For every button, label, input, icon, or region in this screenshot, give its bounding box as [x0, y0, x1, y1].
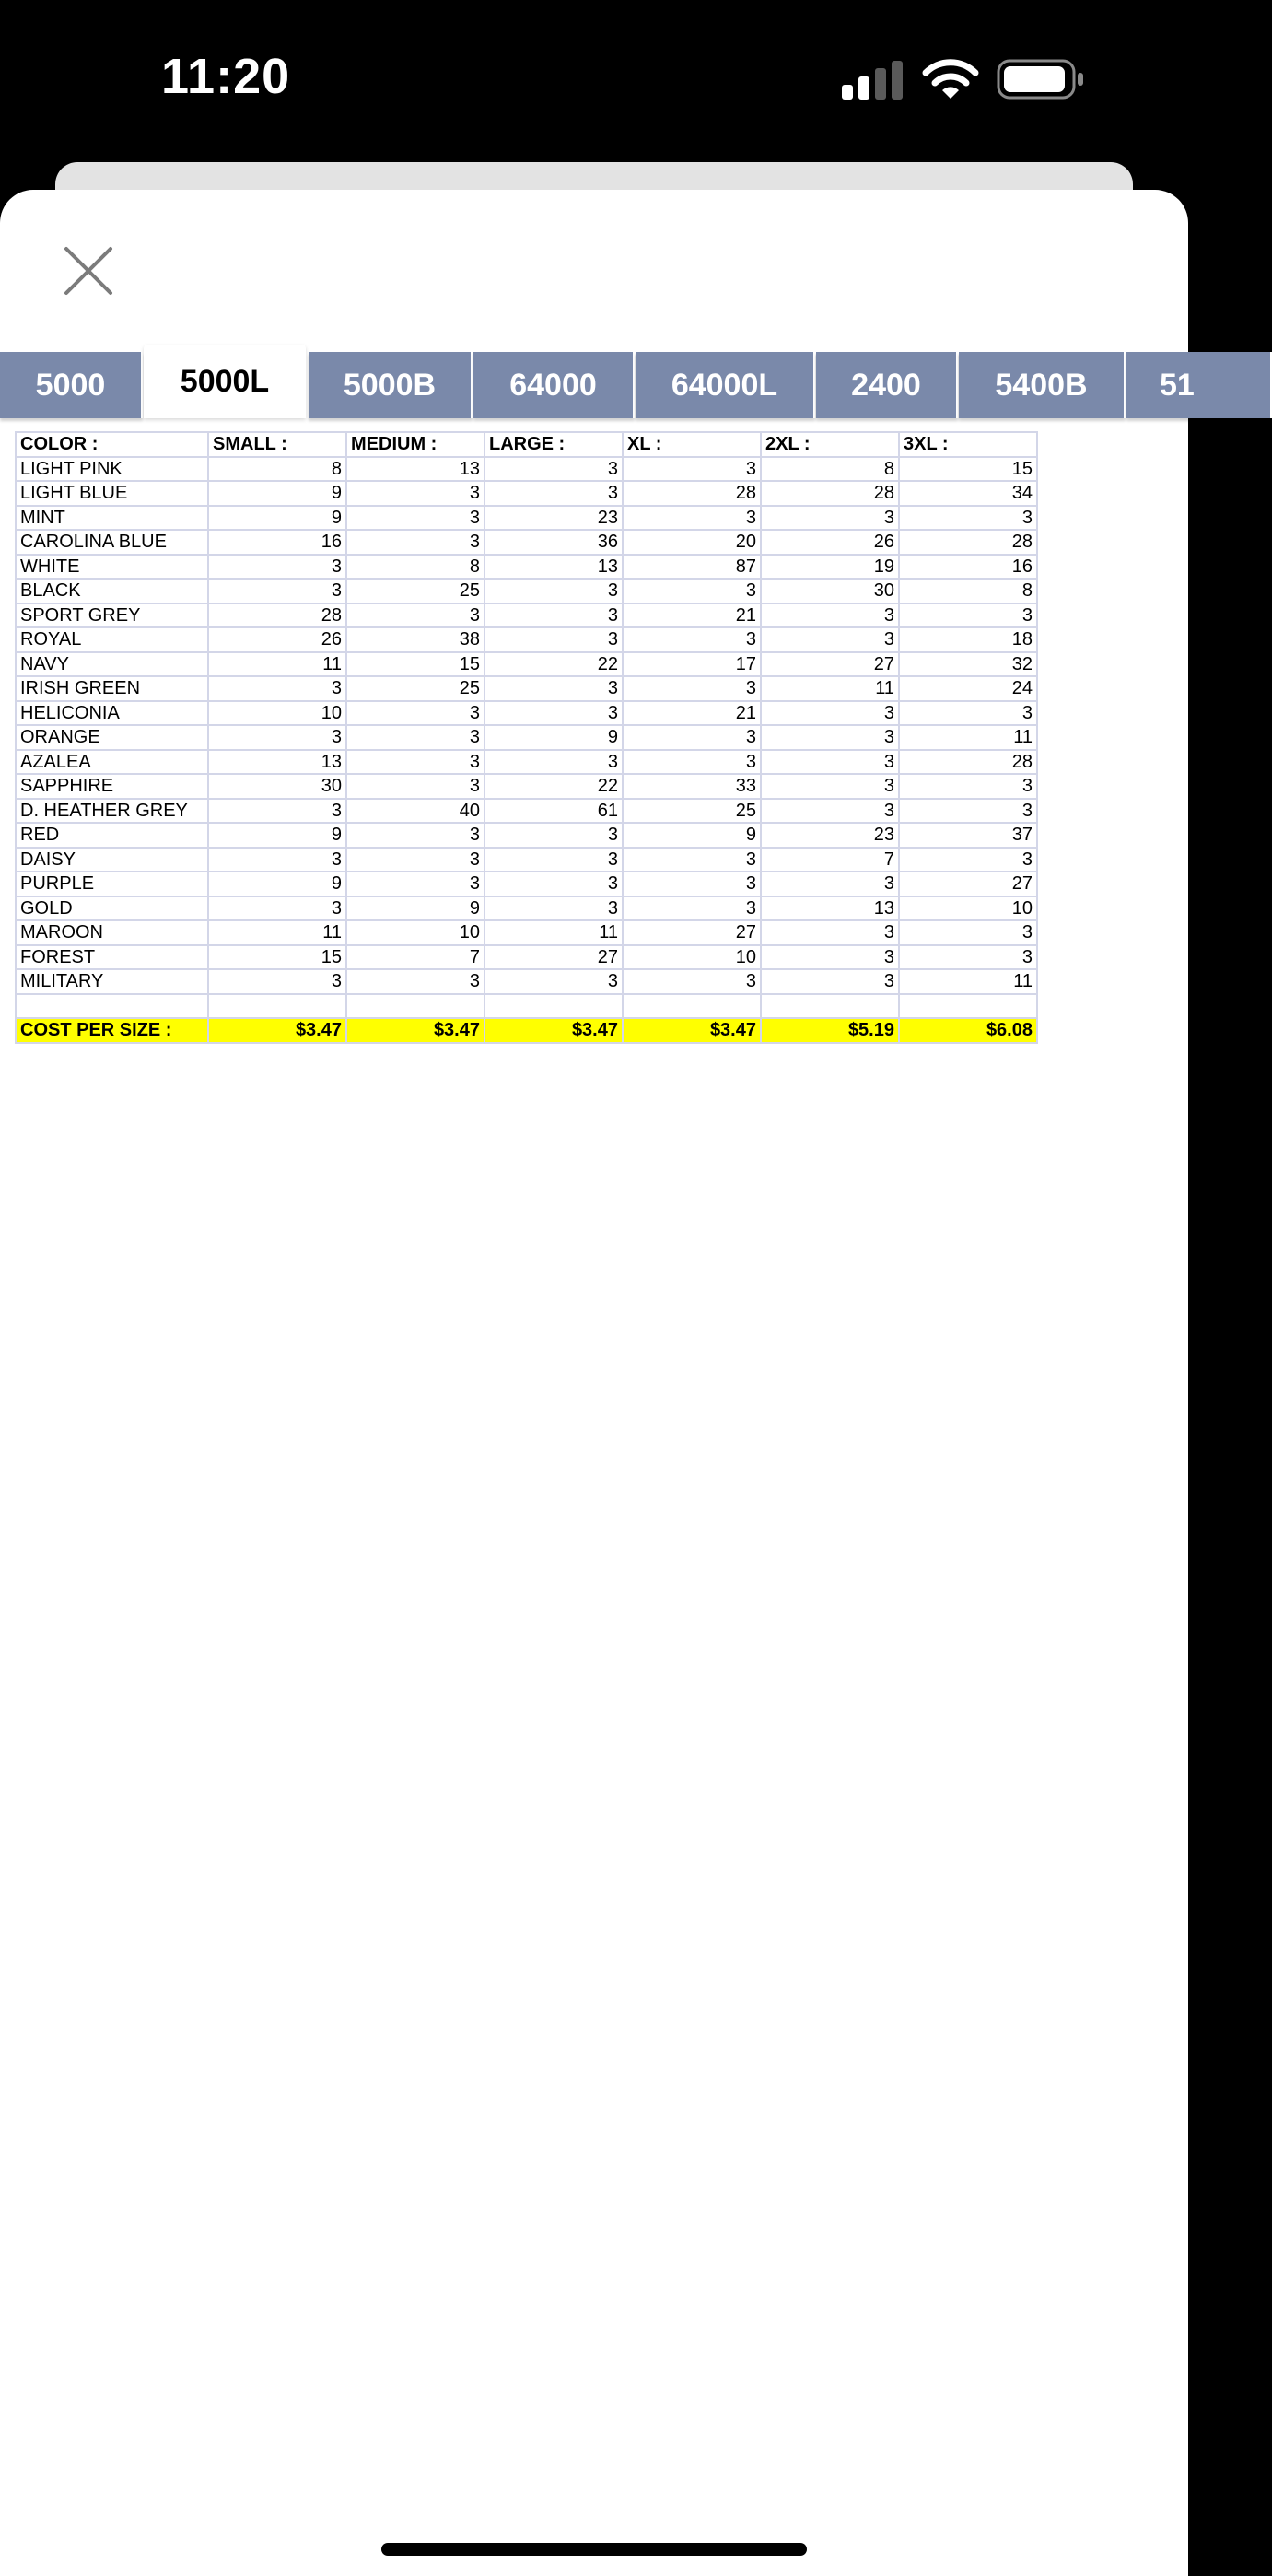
row-label-cell: FOREST [16, 945, 208, 970]
table-cell: 19 [761, 555, 899, 580]
table-cell: 3 [484, 750, 623, 775]
sheet-tabs [0, 345, 1195, 418]
table-cell: 10 [623, 945, 761, 970]
table-cell: 3 [346, 750, 484, 775]
table-cell: 3 [761, 872, 899, 896]
table-cell: 10 [208, 701, 346, 726]
table-cell: 8 [899, 579, 1037, 603]
tab-64000[interactable]: 64000 [473, 352, 635, 418]
table-cell: 16 [208, 530, 346, 555]
table-cell: 38 [346, 627, 484, 652]
table-cell: 21 [623, 701, 761, 726]
table-cell: 3 [346, 725, 484, 750]
table-cell [484, 994, 623, 1019]
row-label-cell: RED [16, 823, 208, 848]
table-row [16, 896, 1037, 921]
table-cell: 21 [623, 603, 761, 628]
table-cell: 23 [761, 823, 899, 848]
table-cell: 13 [346, 457, 484, 482]
table-cell: 28 [623, 481, 761, 506]
table-row [16, 457, 1037, 482]
table-cell: 61 [484, 799, 623, 824]
table-cell: 3 [208, 676, 346, 701]
table-cell: 3 [346, 506, 484, 531]
row-label-cell: MILITARY [16, 969, 208, 994]
table-cell: 3XL : [899, 432, 1037, 457]
table-cell: 10 [346, 920, 484, 945]
row-label-cell: D. HEATHER GREY [16, 799, 208, 824]
table-cell: 28 [761, 481, 899, 506]
table-cell: 3 [346, 872, 484, 896]
table-cell: 8 [208, 457, 346, 482]
table-cell: 3 [484, 969, 623, 994]
row-label-cell: WHITE [16, 555, 208, 580]
table-row [16, 799, 1037, 824]
table-cell: 3 [484, 603, 623, 628]
table-row [16, 750, 1037, 775]
table-cell: 15 [208, 945, 346, 970]
table-cell: 3 [761, 506, 899, 531]
table-cell: 36 [484, 530, 623, 555]
row-label-cell: SPORT GREY [16, 603, 208, 628]
home-indicator[interactable] [381, 2543, 807, 2556]
table-cell: 3 [761, 920, 899, 945]
row-label-cell: COST PER SIZE : [16, 1018, 208, 1043]
table-cell: 8 [761, 457, 899, 482]
row-label-cell: CAROLINA BLUE [16, 530, 208, 555]
table-cell: XL : [623, 432, 761, 457]
table-cell: 3 [623, 969, 761, 994]
table-cell: 9 [623, 823, 761, 848]
table-cell: 25 [346, 579, 484, 603]
table-cell: 28 [899, 530, 1037, 555]
table-cell: 3 [484, 676, 623, 701]
table-cell: 3 [346, 530, 484, 555]
table-row [16, 872, 1037, 896]
table-cell: 3 [346, 774, 484, 799]
table-cell: $5.19 [761, 1018, 899, 1043]
table-cell: 27 [899, 872, 1037, 896]
table-cell: 3 [761, 603, 899, 628]
table-cell: 18 [899, 627, 1037, 652]
row-label-cell [16, 994, 208, 1019]
table-row [16, 506, 1037, 531]
table-cell: 3 [761, 969, 899, 994]
row-label-cell: PURPLE [16, 872, 208, 896]
row-label-cell: AZALEA [16, 750, 208, 775]
table-row [16, 920, 1037, 945]
table-cell: $3.47 [623, 1018, 761, 1043]
table-cell: 7 [346, 945, 484, 970]
table-cell: 3 [623, 848, 761, 872]
table-cell: 20 [623, 530, 761, 555]
table-cell: $6.08 [899, 1018, 1037, 1043]
tab-5400b[interactable]: 5400B [959, 352, 1126, 418]
table-cell: 13 [208, 750, 346, 775]
row-label-cell: SAPPHIRE [16, 774, 208, 799]
table-cell: 22 [484, 774, 623, 799]
table-row [16, 823, 1037, 848]
table-cell: 3 [208, 969, 346, 994]
table-cell: 13 [484, 555, 623, 580]
table-cell: 32 [899, 652, 1037, 677]
row-label-cell: DAISY [16, 848, 208, 872]
table-cell: 9 [346, 896, 484, 921]
table-cell: 2XL : [761, 432, 899, 457]
table-cell: 3 [208, 848, 346, 872]
table-cell: 17 [623, 652, 761, 677]
table-cell: 3 [346, 823, 484, 848]
table-cell: 3 [623, 506, 761, 531]
table-cell: 13 [761, 896, 899, 921]
table-cell [346, 994, 484, 1019]
table-cell: 3 [761, 799, 899, 824]
table-cell: 15 [346, 652, 484, 677]
table-cell: 3 [623, 627, 761, 652]
status-bar [0, 0, 1188, 166]
table-cell: 3 [484, 701, 623, 726]
table-cell: 9 [208, 823, 346, 848]
table-cell: MEDIUM : [346, 432, 484, 457]
table-cell: 3 [761, 701, 899, 726]
table-cell: 11 [208, 652, 346, 677]
table-cell [623, 994, 761, 1019]
table-cell: LARGE : [484, 432, 623, 457]
table-cell: 3 [623, 457, 761, 482]
table-cell: 3 [484, 481, 623, 506]
table-cell: 9 [208, 481, 346, 506]
row-label-cell: MINT [16, 506, 208, 531]
table-header-row [16, 432, 1037, 457]
table-cell: 3 [208, 555, 346, 580]
close-icon[interactable] [61, 243, 116, 299]
table-cell: 8 [346, 555, 484, 580]
table-empty-row [16, 994, 1037, 1019]
row-label-cell: BLACK [16, 579, 208, 603]
table-row [16, 530, 1037, 555]
table-cell: 3 [346, 701, 484, 726]
table-cell: $3.47 [346, 1018, 484, 1043]
table-cell: 11 [899, 969, 1037, 994]
table-cell: 3 [484, 823, 623, 848]
table-cell: 9 [484, 725, 623, 750]
tab-64000l[interactable]: 64000L [636, 352, 815, 418]
table-cell: 3 [623, 896, 761, 921]
wifi-icon [922, 58, 979, 100]
table-cell: 3 [208, 896, 346, 921]
table-cell: 24 [899, 676, 1037, 701]
table-cell: 3 [484, 457, 623, 482]
table-row [16, 481, 1037, 506]
tab-5000b[interactable]: 5000B [309, 352, 473, 418]
table-cell: SMALL : [208, 432, 346, 457]
table-cell: 40 [346, 799, 484, 824]
table-cell: 7 [761, 848, 899, 872]
table-cell: 34 [899, 481, 1037, 506]
table-cell: 10 [899, 896, 1037, 921]
table-cell: 28 [899, 750, 1037, 775]
row-label-cell: LIGHT PINK [16, 457, 208, 482]
table-cell: 3 [899, 945, 1037, 970]
table-cell: 27 [761, 652, 899, 677]
table-cell: 3 [484, 579, 623, 603]
battery-icon [997, 58, 1085, 100]
table-cell: 3 [346, 848, 484, 872]
row-label-cell: ORANGE [16, 725, 208, 750]
table-cell: 3 [208, 725, 346, 750]
table-cell [208, 994, 346, 1019]
table-cell: 3 [899, 701, 1037, 726]
table-cell: 23 [484, 506, 623, 531]
table-cell: 3 [899, 848, 1037, 872]
table-cell: 22 [484, 652, 623, 677]
table-cell [899, 994, 1037, 1019]
table-cell: $3.47 [484, 1018, 623, 1043]
table-cell: 11 [208, 920, 346, 945]
table-cell: $3.47 [208, 1018, 346, 1043]
table-cell: 16 [899, 555, 1037, 580]
table-cell: 3 [899, 506, 1037, 531]
table-cell: 28 [208, 603, 346, 628]
table-cell: 15 [899, 457, 1037, 482]
table-row [16, 627, 1037, 652]
table-cell: 3 [899, 603, 1037, 628]
table-row [16, 579, 1037, 603]
table-cell: 3 [761, 725, 899, 750]
table-cell: 3 [346, 969, 484, 994]
table-row [16, 848, 1037, 872]
table-cell: 3 [484, 872, 623, 896]
table-cell [761, 994, 899, 1019]
table-cell: 3 [484, 627, 623, 652]
table-row [16, 725, 1037, 750]
row-label-cell: MAROON [16, 920, 208, 945]
table-cell: 9 [208, 506, 346, 531]
tab-5000[interactable]: 5000 [0, 352, 143, 418]
table-row [16, 701, 1037, 726]
table-cell: 27 [484, 945, 623, 970]
table-cell: 37 [899, 823, 1037, 848]
table-cell: 3 [623, 872, 761, 896]
table-cell: 3 [761, 627, 899, 652]
table-cell: 87 [623, 555, 761, 580]
row-label-cell: IRISH GREEN [16, 676, 208, 701]
cost-per-size-row [16, 1018, 1037, 1043]
tab-2400[interactable]: 2400 [816, 352, 958, 418]
table-cell: 33 [623, 774, 761, 799]
table-cell: 3 [623, 750, 761, 775]
table-cell: 3 [484, 896, 623, 921]
table-cell: 11 [484, 920, 623, 945]
table-cell: 26 [761, 530, 899, 555]
table-cell: 3 [623, 725, 761, 750]
table-cell: 26 [208, 627, 346, 652]
table-cell: 3 [761, 750, 899, 775]
table-cell: 11 [761, 676, 899, 701]
row-label-cell: HELICONIA [16, 701, 208, 726]
table-row [16, 945, 1037, 970]
document-sheet [0, 190, 1195, 2576]
table-cell: 3 [899, 774, 1037, 799]
table-row [16, 555, 1037, 580]
row-label-cell: ROYAL [16, 627, 208, 652]
table-cell: 9 [208, 872, 346, 896]
table-cell: 3 [484, 848, 623, 872]
row-label-cell: COLOR : [16, 432, 208, 457]
row-label-cell: GOLD [16, 896, 208, 921]
table-cell: 3 [761, 945, 899, 970]
row-label-cell: NAVY [16, 652, 208, 677]
tab-5000l[interactable]: 5000L [144, 345, 306, 418]
table-cell: 3 [899, 799, 1037, 824]
table-row [16, 652, 1037, 677]
row-label-cell: LIGHT BLUE [16, 481, 208, 506]
table-cell: 3 [208, 799, 346, 824]
table-cell: 3 [623, 579, 761, 603]
table-cell: 25 [623, 799, 761, 824]
status-time: 11:20 [161, 49, 291, 104]
table-row [16, 676, 1037, 701]
inventory-table [15, 431, 1038, 1044]
cellular-signal-icon [840, 61, 904, 100]
table-cell: 3 [623, 676, 761, 701]
table-cell: 30 [208, 774, 346, 799]
table-cell: 25 [346, 676, 484, 701]
tab-51[interactable]: 51 [1126, 352, 1272, 418]
table-row [16, 969, 1037, 994]
table-cell: 3 [899, 920, 1037, 945]
table-cell: 3 [761, 774, 899, 799]
table-cell: 3 [346, 603, 484, 628]
table-cell: 3 [346, 481, 484, 506]
table-row [16, 774, 1037, 799]
table-cell: 3 [208, 579, 346, 603]
table-cell: 30 [761, 579, 899, 603]
table-cell: 11 [899, 725, 1037, 750]
table-row [16, 603, 1037, 628]
table-cell: 27 [623, 920, 761, 945]
